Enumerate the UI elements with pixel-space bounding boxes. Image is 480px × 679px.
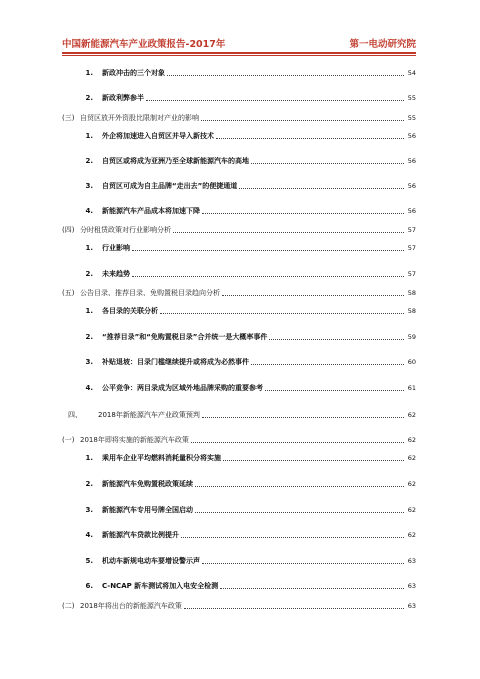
toc-entry[interactable] bbox=[62, 265, 416, 279]
toc-entry-number: 四、 bbox=[68, 411, 82, 419]
dot-leader bbox=[195, 485, 404, 487]
toc-entry-page: 55 bbox=[407, 94, 416, 102]
toc-entry-number: 1. bbox=[85, 69, 93, 77]
toc-entry[interactable] bbox=[62, 239, 416, 253]
toc-entry-page: 58 bbox=[407, 307, 416, 315]
report-title: 中国新能源汽车产业政策报告-2017年 bbox=[62, 39, 226, 50]
dot-leader bbox=[201, 119, 404, 121]
toc-entry-page: 62 bbox=[407, 454, 416, 462]
toc-entry-title: 新能源汽车贷款比例提升 bbox=[102, 531, 179, 539]
toc-entry-title: 未来趋势 bbox=[102, 270, 130, 278]
toc-entry-title: 自贸区放开外资股比限制对产业的影响 bbox=[80, 114, 199, 122]
toc-entry-title: C-NCAP 新车测试将加入电安全检测 bbox=[102, 582, 219, 590]
toc-entry-title: 新政冲击的三个对象 bbox=[102, 69, 165, 77]
toc-entry-number: 1. bbox=[85, 244, 93, 252]
dot-leader bbox=[251, 363, 404, 365]
toc-entry-number: 2. bbox=[85, 157, 93, 165]
toc-entry-page: 62 bbox=[407, 436, 416, 444]
toc-entry-page: 63 bbox=[407, 557, 416, 565]
toc-entry-number: 3. bbox=[85, 506, 93, 514]
toc-entry-title: 补贴退坡：目录门槛继续提升或将成为必然事件 bbox=[102, 358, 249, 366]
toc-entry-page: 56 bbox=[407, 132, 416, 140]
toc-entry-page: 62 bbox=[407, 411, 416, 419]
toc-entry-page: 55 bbox=[407, 114, 416, 122]
toc-entry-title: 2018年新能源汽车产业政策预判 bbox=[98, 411, 200, 419]
toc-entry-number: (五) bbox=[62, 289, 75, 297]
toc-entry-page: 59 bbox=[407, 333, 416, 341]
toc-entry-number: 2. bbox=[85, 480, 93, 488]
toc-entry-page: 56 bbox=[407, 182, 416, 190]
toc-entry-number: 2. bbox=[85, 333, 93, 341]
toc-entry[interactable] bbox=[62, 449, 416, 463]
toc-entry[interactable] bbox=[62, 526, 416, 540]
dot-leader bbox=[202, 212, 404, 214]
toc-entry-number: 5. bbox=[85, 557, 93, 565]
toc-entry-number: 2. bbox=[85, 94, 93, 102]
toc-entry-number: 1. bbox=[85, 454, 93, 462]
toc-entry[interactable] bbox=[62, 353, 416, 367]
toc-entry-title: 乘用车企业平均燃料消耗量积分将实施 bbox=[102, 454, 221, 462]
toc-entry[interactable] bbox=[62, 597, 416, 611]
toc-entry-page: 61 bbox=[407, 384, 416, 392]
toc-entry[interactable] bbox=[62, 127, 416, 141]
toc-entry-title: 2018年即将实施的新能源汽车政策 bbox=[80, 436, 189, 444]
toc-entry[interactable] bbox=[62, 177, 416, 191]
toc-entry-page: 57 bbox=[407, 226, 416, 234]
toc-entry[interactable] bbox=[62, 89, 416, 103]
toc-entry[interactable] bbox=[62, 328, 416, 342]
toc-entry-title: 公平竞争：两目录成为区域外地品牌采购的重要参考 bbox=[102, 384, 263, 392]
toc-entry-title: 机动车新规电动车要增设警示声 bbox=[102, 557, 200, 565]
dot-leader bbox=[239, 187, 404, 189]
toc-entry-number: 2. bbox=[85, 270, 93, 278]
dot-leader bbox=[265, 389, 404, 391]
toc-entry-number: 1. bbox=[85, 132, 93, 140]
dot-leader bbox=[220, 587, 404, 589]
toc-entry-title: 行业影响 bbox=[102, 244, 130, 252]
dot-leader bbox=[132, 249, 404, 251]
toc-entry-title: 新能源汽车产品成本将加速下降 bbox=[102, 207, 200, 215]
toc-entry[interactable] bbox=[62, 284, 416, 298]
dot-leader bbox=[223, 459, 404, 461]
dot-leader bbox=[222, 294, 404, 296]
toc-entry-title: 新能源汽车免购置税政策延续 bbox=[102, 480, 193, 488]
toc-entry-number: (一) bbox=[62, 436, 75, 444]
toc-entry[interactable] bbox=[62, 431, 416, 445]
toc-entry-number: 3. bbox=[85, 182, 93, 190]
toc-entry-title: 公告目录、推荐目录、免购置税目录趋向分析 bbox=[80, 289, 220, 297]
page-header bbox=[62, 34, 416, 50]
header-rule bbox=[62, 52, 416, 56]
toc-entry[interactable] bbox=[62, 406, 416, 420]
toc-entry-page: 62 bbox=[407, 506, 416, 514]
toc-entry-number: (三) bbox=[62, 114, 75, 122]
toc-entry[interactable] bbox=[62, 202, 416, 216]
toc-entry-title: 自贸区或将成为亚洲乃至全球新能源汽车的高地 bbox=[102, 157, 249, 165]
toc-entry-title: 2018年将出台的新能源汽车政策 bbox=[80, 602, 182, 610]
toc-entry-number: 4. bbox=[85, 384, 93, 392]
toc-entry-page: 56 bbox=[407, 157, 416, 165]
toc-entry-number: (二) bbox=[62, 602, 75, 610]
dot-leader bbox=[202, 562, 404, 564]
toc-entry[interactable] bbox=[62, 152, 416, 166]
dot-leader bbox=[202, 416, 404, 418]
toc-entry[interactable] bbox=[62, 109, 416, 123]
toc-entry[interactable] bbox=[62, 501, 416, 515]
toc-entry-page: 63 bbox=[407, 582, 416, 590]
dot-leader bbox=[181, 536, 404, 538]
toc-entry-page: 62 bbox=[407, 531, 416, 539]
dot-leader bbox=[167, 74, 404, 76]
toc-entry-page: 62 bbox=[407, 480, 416, 488]
dot-leader bbox=[191, 441, 404, 443]
dot-leader bbox=[173, 231, 404, 233]
publisher-name: 第一电动研究院 bbox=[349, 39, 416, 50]
toc-entry-page: 63 bbox=[407, 602, 416, 610]
dot-leader bbox=[132, 275, 404, 277]
toc-entry-page: 54 bbox=[407, 69, 416, 77]
dot-leader bbox=[195, 511, 404, 513]
toc-entry[interactable] bbox=[62, 577, 416, 591]
toc-entry-title: 自贸区可成为自主品牌“走出去”的便捷通道 bbox=[102, 182, 238, 190]
toc-entry-title: 新能源汽车专用号牌全国启动 bbox=[102, 506, 193, 514]
toc-entry-number: 4. bbox=[85, 207, 93, 215]
toc-entry[interactable] bbox=[62, 302, 416, 316]
toc-entry-page: 56 bbox=[407, 207, 416, 215]
dot-leader bbox=[216, 137, 404, 139]
toc-entry[interactable] bbox=[62, 221, 416, 235]
dot-leader bbox=[146, 99, 404, 101]
toc-entry-title: 各目录的关联分析 bbox=[102, 307, 158, 315]
toc-entry-page: 60 bbox=[407, 358, 416, 366]
dot-leader bbox=[251, 162, 404, 164]
toc-entry-page: 57 bbox=[407, 244, 416, 252]
toc-entry[interactable] bbox=[62, 475, 416, 489]
toc-entry[interactable] bbox=[62, 552, 416, 566]
dot-leader bbox=[184, 607, 404, 609]
toc-entry[interactable] bbox=[62, 379, 416, 393]
dot-leader bbox=[269, 338, 404, 340]
toc-entry-title: “推荐目录”和“免购置税目录”合并统一是大概率事件 bbox=[102, 333, 268, 341]
toc-entry-number: 1. bbox=[85, 307, 93, 315]
toc-entry-number: (四) bbox=[62, 226, 75, 234]
dot-leader bbox=[160, 312, 404, 314]
toc-entry-number: 4. bbox=[85, 531, 93, 539]
toc-entry-page: 58 bbox=[407, 289, 416, 297]
toc-entry-page: 57 bbox=[407, 270, 416, 278]
toc-entry-title: 分时租赁政策对行业影响分析 bbox=[80, 226, 171, 234]
toc-entry-number: 6. bbox=[85, 582, 93, 590]
toc-entry[interactable] bbox=[62, 64, 416, 78]
toc-entry-title: 外企将加速进入自贸区并导入新技术 bbox=[102, 132, 214, 140]
toc-entry-number: 3. bbox=[85, 358, 93, 366]
toc-entry-title: 新政利弊参半 bbox=[102, 94, 144, 102]
